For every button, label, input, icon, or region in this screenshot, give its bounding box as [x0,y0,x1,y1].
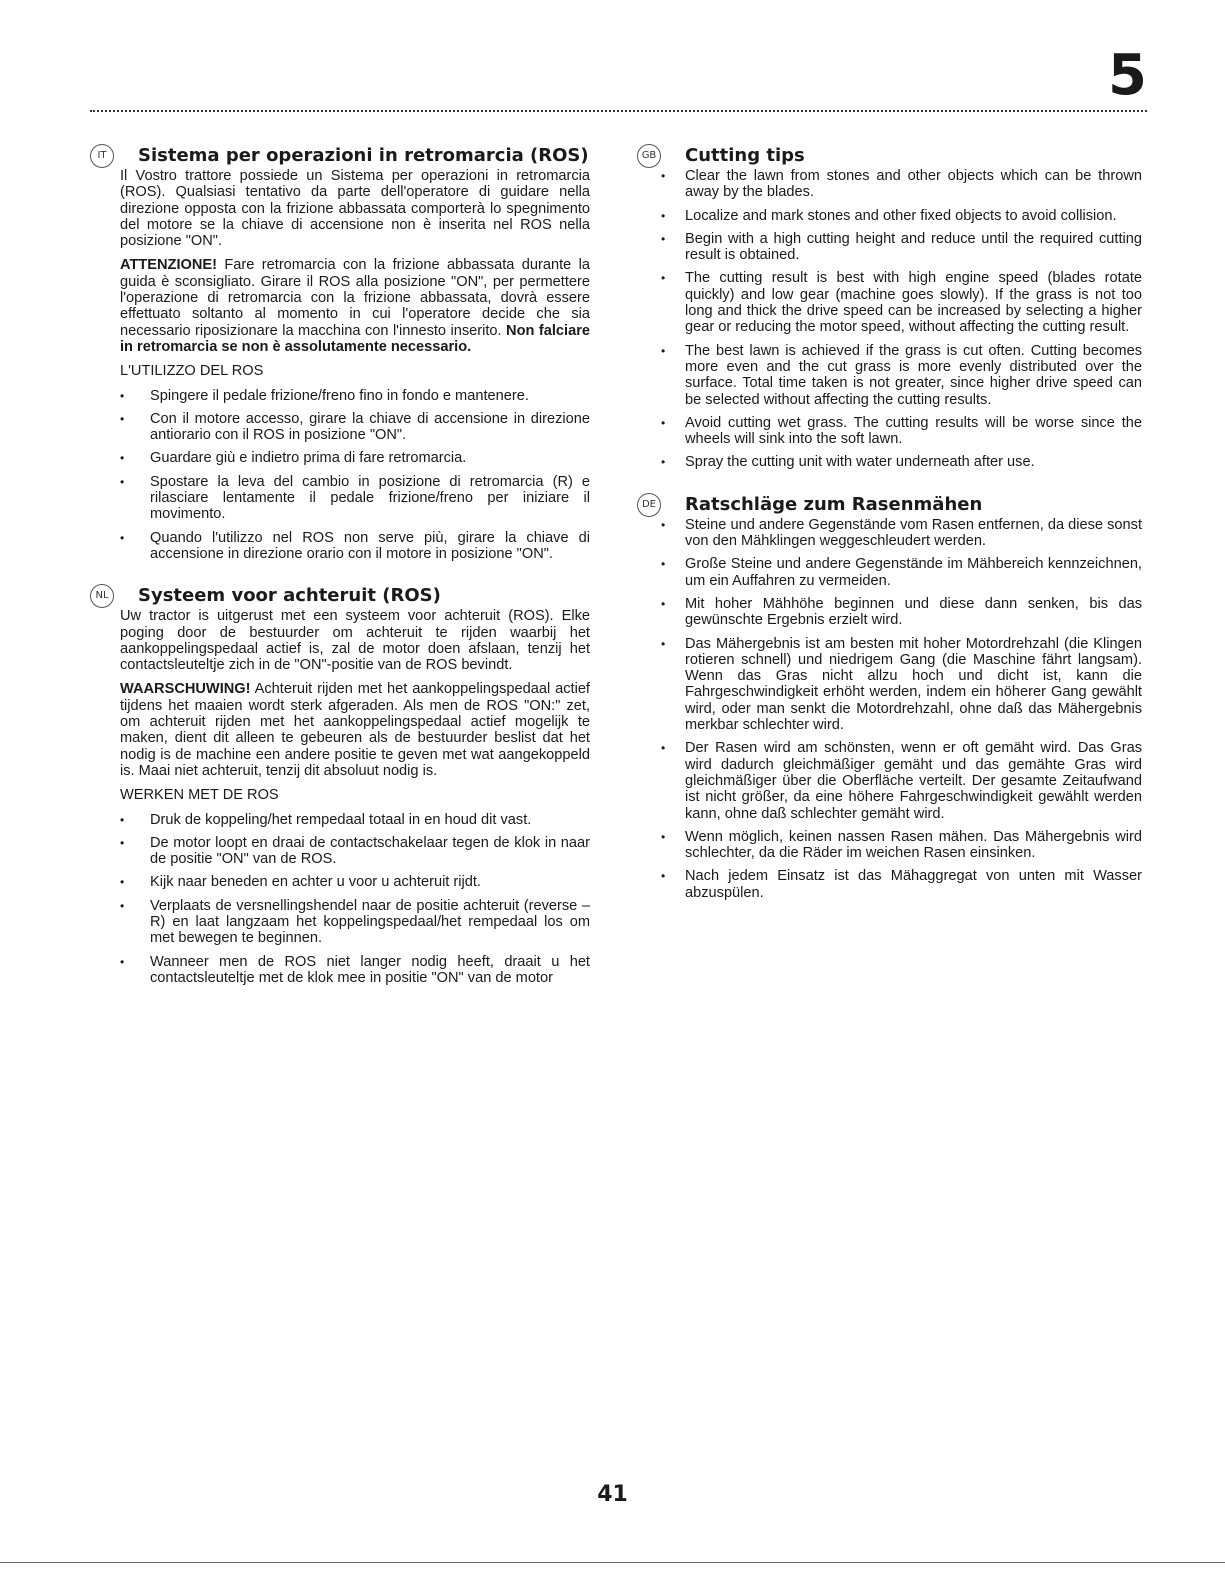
list-item: • Quando l'utilizzo nel ROS non serve più, girare la chiave di accensione in direzione orario con il motore in posizione "ON". [120,529,590,562]
bullet-icon: • [661,557,666,572]
bullet-icon: • [661,869,666,884]
bullet-icon: • [661,231,666,246]
bullet-icon: • [120,530,125,545]
bullet-icon: • [120,474,125,489]
bullet-icon: • [120,875,125,890]
bullet-icon: • [120,898,125,913]
header-rule [90,110,1147,112]
bullet-icon: • [120,388,125,403]
list-item: • Spingere il pedale frizione/freno fino in fondo e mantenere. [120,387,529,404]
list-it [120,388,590,563]
list-item: • Con il motore accesso, girare la chiave di accensione in direzione antiorario con il ROS in posizione "ON". [120,410,590,444]
list-item: • Localize and mark stones and other fixed objects to avoid collision. [661,207,1117,224]
list-item: • Spray the cutting unit with water underneath after use. [661,454,1035,471]
list-gb [661,168,1142,471]
right-column [637,144,1142,917]
list-item: • Verplaats de versnellingshendel naar de positie achteruit (reverse – R) en laat langzaam het koppelingspedaal/het rempedaal los om met bewegen te beginnen. [120,897,590,947]
lang-badge-nl: NL [90,584,114,608]
bullet-icon: • [661,208,666,223]
bullet-icon: • [661,829,666,844]
bullet-icon: • [120,812,125,827]
intro-it: Il Vostro trattore possiede un Sistema per operazioni in retromarcia (ROS). Qualsiasi tentativo da parte dell'operatore di guidare nella direzione opposta con la frizione abbassata comporterà lo spegnimento del motore se la chiave di accensione non è inserita nel ROS nella posizione "ON". [120,168,590,250]
list-nl [120,812,590,987]
list-item: • Begin with a high cutting height and reduce until the required cutting result is obtained. [661,230,1142,264]
bullet-icon: • [661,455,666,470]
list-item: • Kijk naar beneden en achter u voor u achteruit rijdt. [120,874,481,891]
list-item: • Spostare la leva del cambio in posizione di retromarcia (R) e rilasciare lentamente il pedale frizione/freno per iniziare il movimento. [120,473,590,523]
list-item: • Avoid cutting wet grass. The cutting results will be worse since the wheels will sink into the soft lawn. [661,414,1142,448]
section-gb [637,144,1142,471]
bullet-icon: • [120,411,125,426]
warning-it [120,257,590,355]
warning-nl [120,681,590,779]
list-item: • Der Rasen wird am schönsten, wenn er oft gemäht wird. Das Gras wird dadurch gleichmäßiger gemäht und das gemähte Gras wird gleichmäßiger über die Oberfläche verteilt. Der gesamte Zeitaufwand ist nicht größer, da eine höhere Fahrgeschwindigkeit gewählt werden kann, ohne daß schlechter gemäht wird. [661,740,1142,822]
section-title-de: Ratschläge zum Rasenmähen [685,493,983,515]
section-title-gb: Cutting tips [685,145,805,166]
bullet-icon: • [661,636,666,651]
list-item: • Clear the lawn from stones and other objects which can be thrown away by the blades. [661,168,1142,201]
bullet-icon: • [120,954,125,969]
bullet-icon: • [120,835,125,850]
bullet-icon: • [661,271,666,286]
list-item: • Nach jedem Einsatz ist das Mähaggregat von unten mit Wasser abzuspülen. [661,868,1142,901]
section-title-nl: Systeem voor achteruit (ROS) [138,585,441,607]
footer-rule [0,1562,1225,1563]
list-item: • Große Steine und andere Gegenstände im Mähbereich kennzeichnen, um ein Auffahren zu vermeiden. [661,556,1142,589]
bullet-icon: • [661,517,666,532]
section-nl [90,584,590,986]
bullet-icon: • [661,741,666,756]
list-item: • Druk de koppeling/het rempedaal totaal in en houd dit vast. [120,811,532,828]
subhead-it: L'UTILIZZO DEL ROS [120,363,264,380]
lang-badge-de: DE [637,493,661,517]
list-item: • Das Mähergebnis ist am besten mit hoher Motordrehzahl (die Klingen rotieren schnell) und niedrigem Gang (die Maschine fährt langsam). Wenn das Gras nicht allzu hoch und dicht ist, kann die Fahrgeschwindigkeit erhöht werden, indem ein höherer Gang gewählt wird, oder man senkt die Motordrehzahl, ohne daß das Mähergebnis merkbar schlechter wird. [661,635,1142,734]
intro-nl: Uw tractor is uitgerust met een systeem voor achteruit (ROS). Elke poging door de bestuurder om achteruit te rijden waarbij het aankoppelingspedaal actief is, zal de motor doen afslaan, tenzij het contactsleuteltje zich in de "ON"-positie van de ROS bevindt. [120,608,590,674]
list-item: • Steine und andere Gegenstände vom Rasen entfernen, da diese sonst von den Mähklingen weggeschleudert werden. [661,516,1142,550]
section-title-it: Sistema per operazioni in retromarcia (ROS) [138,145,589,166]
left-column [90,144,590,1002]
lang-badge-it: IT [90,144,114,168]
lang-badge-gb: GB [637,144,661,168]
warning-label-nl: WAARSCHUWING! [120,681,251,698]
list-item: • The best lawn is achieved if the grass is cut often. Cutting becomes more even and the cut grass is more evenly distributed over the surface. Total time taken is not greater, since higher drive speed can be selected without affecting the cutting results. [661,342,1142,408]
warning-text-nl: Achteruit rijden met het aankoppelingspedaal actief tijdens het maaien wordt sterk afgeraden. Als men de ROS "ON:" zet, om achteruit rijden met het aankoppelingspedaal actief mogelijk te maken, dient dit alleen te gebeuren als de bestuurder beslist dat het nodig is de machine een andere positie te geven met wat aangekoppeld is. Maai niet achteruit, tenzij dit absoluut nodig is. [120,681,590,779]
list-item: • The cutting result is best with high engine speed (blades rotate quickly) and low gear (machine goes slowly). If the grass is not too long and thick the drive speed can be increased by selecting a higher gear or reducing the motor speed, without affecting the cutting result. [661,270,1142,336]
list-item: • Wanneer men de ROS niet langer nodig heeft, draait u het contactsleuteltje met de klok mee in positie "ON" van de motor [120,953,590,986]
list-item: • Guardare giù e indietro prima di fare retromarcia. [120,450,467,467]
list-item: • De motor loopt en draai de contactschakelaar tegen de klok in naar de positie "ON" van de ROS. [120,834,590,868]
list-item: • Wenn möglich, keinen nassen Rasen mähen. Das Mähergebnis wird schlechter, da die Räder im weichen Rasen einsinken. [661,828,1142,862]
warning-label-it: ATTENZIONE! [120,257,218,274]
bullet-icon: • [661,596,666,611]
chapter-number: 5 [1108,43,1147,108]
bullet-icon: • [661,415,666,430]
bullet-icon: • [120,451,125,466]
bullet-icon: • [661,343,666,358]
section-it [90,144,590,562]
list-de [661,516,1142,901]
page-number: 41 [597,1482,628,1507]
bullet-icon: • [661,169,666,183]
list-item: • Mit hoher Mähhöhe beginnen und diese dann senken, bis das gewünschte Ergebnis erzielt wird. [661,595,1142,629]
subhead-nl: WERKEN MET DE ROS [120,787,279,804]
section-de [637,493,1142,901]
warning-bold-it: Non falciare in retromarcia se non è assolutamente necessario. [120,322,590,355]
warning-text-it: Fare retromarcia con la frizione abbassata durante la guida è sconsigliato. Girare il ROS alla posizione "ON", per permettere l'operazione di retromarcia con la frizione abbassata, dovrà essere effettuato soltanto al momento in cui l'operatore decide che sia necessario riposizionare la macchina con l'innesto inserito. [120,257,590,339]
